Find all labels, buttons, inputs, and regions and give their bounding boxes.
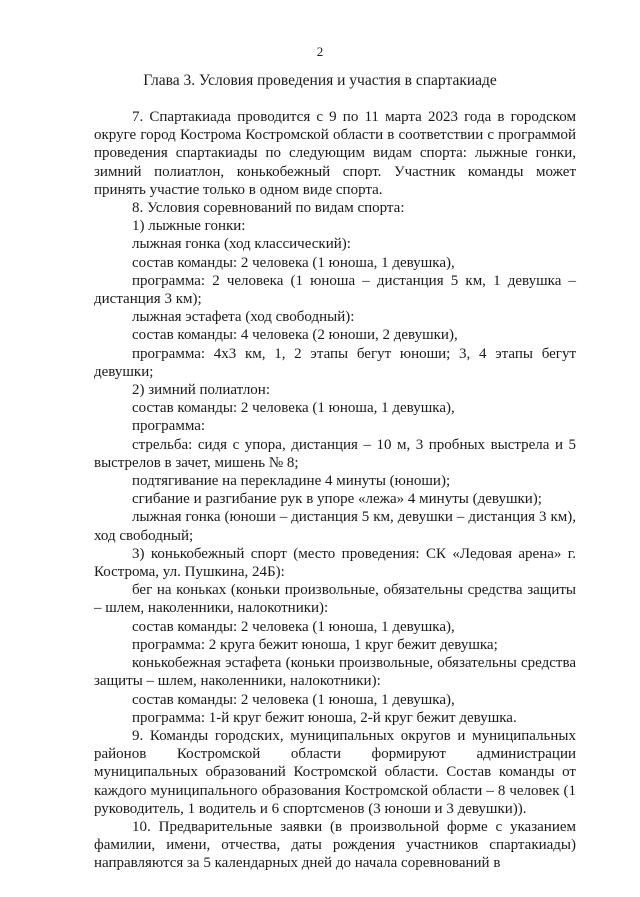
- page-number: 2: [316, 44, 324, 59]
- paragraph: 10. Предварительные заявки (в произвольной форме с указанием фамилии, имени, отчества, даты рождения участников спартакиады) направляются за 5 календарных дней до начала соревнований в: [94, 818, 576, 872]
- paragraph: лыжная гонка (юноши – дистанция 5 км, девушки – дистанция 3 км), ход свободный;: [94, 509, 576, 544]
- paragraph: 3) конькобежный спорт (место проведения: СК «Ледовая арена» г. Кострома, ул. Пушкина, 24Б):: [94, 545, 576, 581]
- paragraph: программа: 1-й круг бежит юноша, 2-й круг бежит девушка.: [132, 709, 517, 726]
- paragraph: 2) зимний полиатлон:: [132, 382, 270, 399]
- paragraph: 8. Условия соревнований по видам спорта:: [132, 200, 405, 217]
- paragraph: состав команды: 2 человека (1 юноша, 1 девушка),: [132, 618, 455, 635]
- paragraph: лыжная гонка (ход классический):: [132, 236, 351, 253]
- paragraph: состав команды: 2 человека (1 юноша, 1 девушка),: [132, 691, 455, 708]
- chapter-heading: Глава 3. Условия проведения и участия в спартакиаде: [143, 72, 497, 89]
- paragraph: состав команды: 4 человека (2 юноши, 2 девушки),: [132, 327, 458, 344]
- paragraph: 1) лыжные гонки:: [132, 218, 246, 235]
- paragraph: программа: 2 круга бежит юноша, 1 круг бежит девушка;: [132, 636, 498, 653]
- paragraph: подтягивание на перекладине 4 минуты (юноши);: [132, 473, 451, 490]
- paragraph: состав команды: 2 человека (1 юноша, 1 девушка),: [132, 254, 455, 271]
- paragraph: состав команды: 2 человека (1 юноша, 1 девушка),: [132, 400, 455, 417]
- paragraph: конькобежная эстафета (коньки произвольные, обязательны средства защиты – шлем, наколенники, налокотники):: [94, 655, 576, 690]
- paragraph: стрельба: сидя с упора, дистанция – 10 м, 3 пробных выстрела и 5 выстрелов в зачет, мишень № 8;: [94, 436, 576, 471]
- paragraph: программа:: [132, 418, 206, 435]
- paragraph: программа: 4х3 км, 1, 2 этапы бегут юноши; 3, 4 этапы бегут девушки;: [94, 345, 576, 380]
- paragraph: программа: 2 человека (1 юноша – дистанция 5 км, 1 девушка – дистанция 3 км);: [94, 272, 576, 308]
- paragraph: лыжная эстафета (ход свободный):: [132, 309, 355, 326]
- paragraph: 9. Команды городских, муниципальных округов и муниципальных районов Костромской области формируют администрации муниципальных образований Костромской области. Состав команды от каждого муниципального образования Костромской области – 8 человек (1 руководитель, 1 водитель и 6 спортсменов (3 юноши и 3 девушки)).: [94, 727, 576, 817]
- document-body: [94, 108, 576, 873]
- paragraph: 7. Спартакиада проводится с 9 по 11 марта 2023 года в городском округе город Кострома Костромской области в соответствии с программой проведения спартакиады по следующим видам спорта: лыжные гонки, зимний полиатлон, конькобежный спорт. Участник команды может принять участие только в одном виде спорта.: [94, 109, 576, 198]
- paragraph: бег на коньках (коньки произвольные, обязательны средства защиты – шлем, наколенники, налокотники):: [94, 582, 576, 617]
- paragraph: сгибание и разгибание рук в упоре «лежа» 4 минуты (девушки);: [132, 491, 542, 508]
